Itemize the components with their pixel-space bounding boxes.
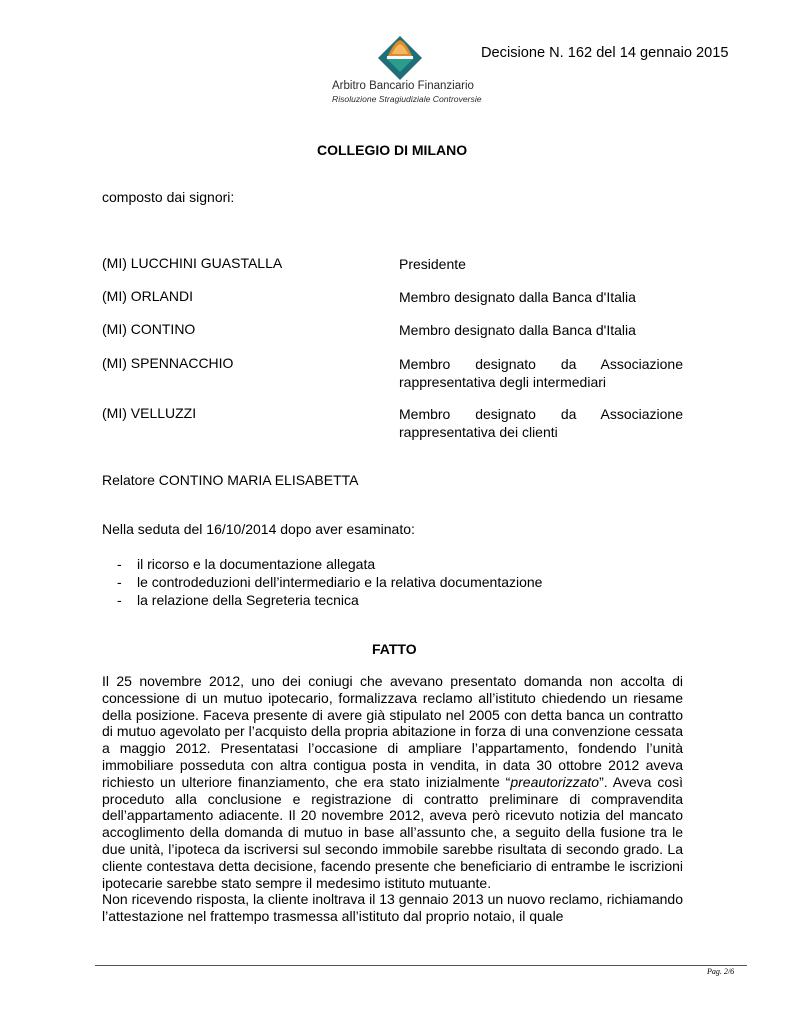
- examined-list: [117, 555, 542, 609]
- list-item: - il ricorso e la documentazione allegata: [117, 556, 376, 572]
- member-role-line: rappresentativa dei clienti: [399, 424, 558, 440]
- member-role: Membro designato dalla Banca d'Italia: [399, 289, 636, 305]
- member-name: (MI) VELLUZZI: [102, 405, 197, 421]
- paragraph: [102, 673, 683, 891]
- paragraph-italic-text: preautorizzato: [510, 773, 600, 790]
- member-role-line: rappresentativa degli intermediari: [399, 374, 606, 390]
- paragraph: Non ricevendo risposta, la cliente inoltrava il 13 gennaio 2013 un nuovo reclamo, richiamando l’attestazione nel frattempo trasmessa all’istituto dal proprio notaio, il quale: [102, 891, 683, 925]
- footer-divider: [95, 965, 747, 966]
- logo-emblem-icon: [378, 36, 422, 80]
- list-item: - le controdeduzioni dell’intermediario e la relativa documentazione: [117, 574, 543, 590]
- session-intro: Nella seduta del 16/10/2014 dopo aver esaminato:: [102, 521, 415, 537]
- list-item-text: le controdeduzioni dell’intermediario e la relativa documentazione: [137, 574, 543, 590]
- member-name: (MI) SPENNACCHIO: [102, 355, 234, 371]
- member-name: (MI) CONTINO: [102, 321, 196, 337]
- member-role: Presidente: [399, 256, 466, 272]
- paragraph-text: Il 25 novembre 2012, uno dei coniugi che avevano presentato domanda non accolta di concessione di un mutuo ipotecario, formalizzava reclamo all’istituto chiedendo un riesame della posizione. Faceva presente di avere già stipulato nel 2005 con detta banca un contratto di mutuo agevolato per l’acquisto della propria abitazione in forza di una convenzione cessata a maggio 2012. Presentatasi l’occasione di ampliare l’appartamento, fondendo l’unità immobiliare posseduta con altra contigua posta in vendita, in data 30 ottobre 2012 aveva richiesto un ulteriore finanziamento, che era stato inizialmente “: [102, 673, 683, 790]
- paragraph-text: ”. Aveva così proceduto alla conclusione e registrazione di contratto preliminare di compravendita dell’appartamento adiacente. Il 20 novembre 2012, aveva però ricevuto notizia del mancato accoglimento della domanda di mutuo in base all’assunto che, a seguito della fusione tra le due unità, l’ipoteca da iscriversi sul secondo immobile sarebbe risultata di secondo grado. La cliente contestava detta decisione, facendo presente che beneficiario di entrambe le iscrizioni ipotecarie sarebbe stato sempre il medesimo istituto mutuante.: [102, 773, 683, 891]
- member-role: [399, 355, 683, 391]
- section-title: FATTO: [372, 641, 417, 657]
- member-role: [399, 405, 683, 441]
- page-number: Pag. 2/6: [707, 967, 735, 976]
- rapporteur: Relatore CONTINO MARIA ELISABETTA: [102, 472, 359, 488]
- college-title: COLLEGIO DI MILANO: [317, 142, 468, 158]
- member-role-line: Membro designato da Associazione: [399, 406, 683, 422]
- member-role-line: Membro designato da Associazione: [399, 356, 683, 372]
- composed-by-label: composto dai signori:: [102, 189, 235, 205]
- member-role: Membro designato dalla Banca d'Italia: [399, 322, 636, 338]
- logo-name: Arbitro Bancario Finanziario: [332, 80, 474, 92]
- decision-number: Decisione N. 162 del 14 gennaio 2015: [481, 45, 729, 61]
- member-name: (MI) LUCCHINI GUASTALLA: [102, 255, 283, 271]
- facts-body: [102, 673, 683, 925]
- list-item: - la relazione della Segreteria tecnica: [117, 592, 359, 608]
- list-item-text: il ricorso e la documentazione allegata: [137, 556, 376, 572]
- member-name: (MI) ORLANDI: [102, 288, 193, 304]
- list-item-text: la relazione della Segreteria tecnica: [137, 592, 359, 608]
- logo-tagline: Risoluzione Stragiudiziale Controversie: [332, 94, 482, 104]
